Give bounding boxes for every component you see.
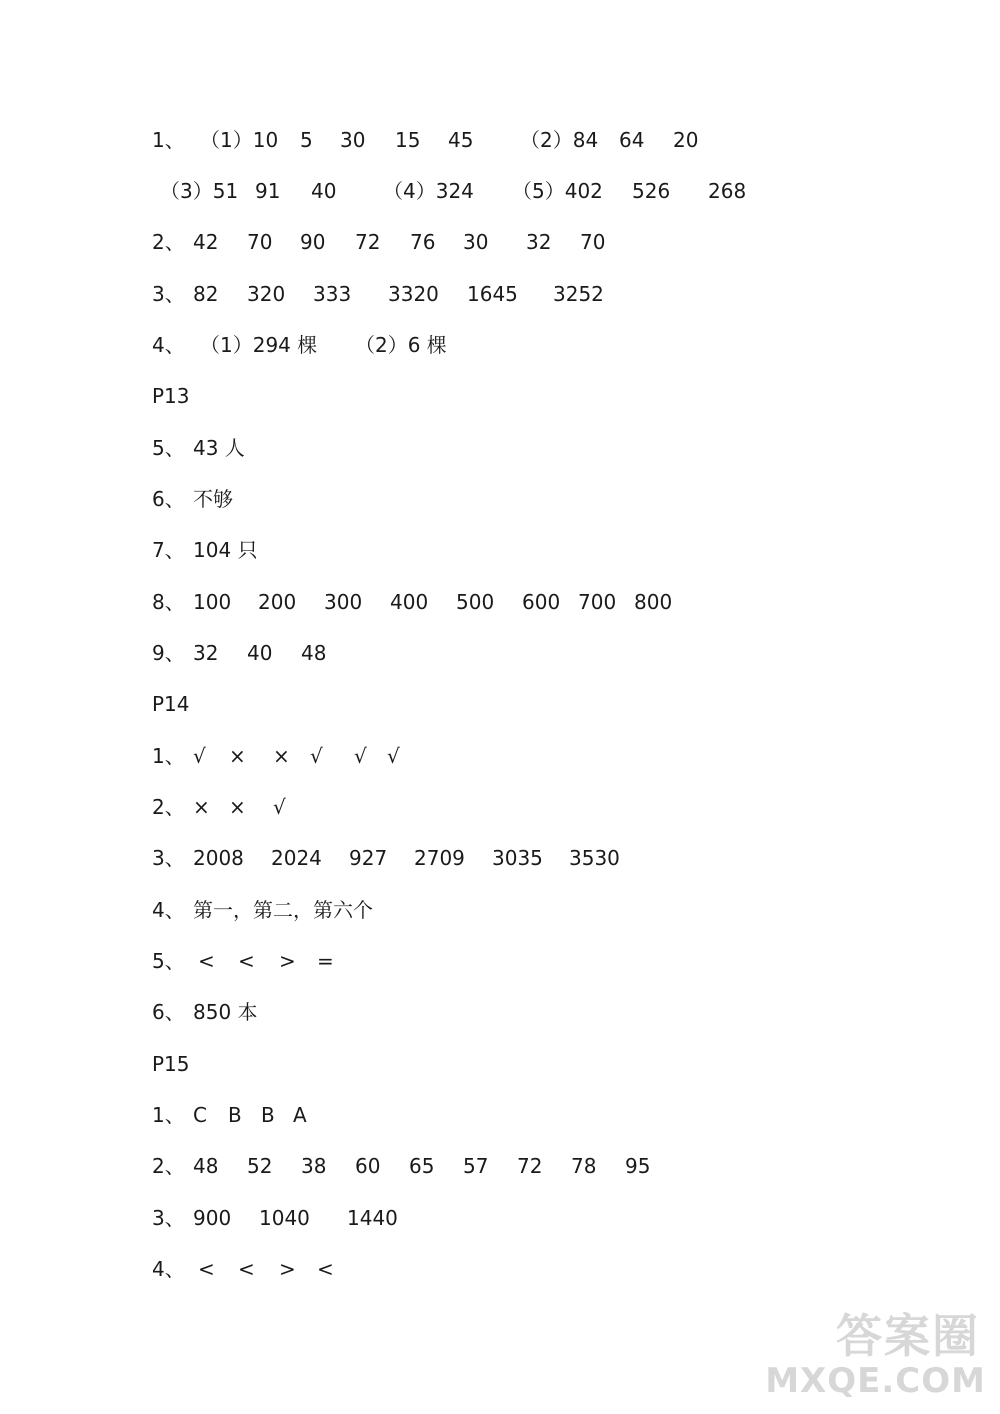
answer-value: （1）10 — [200, 128, 279, 152]
answer-line — [152, 741, 912, 771]
answer-value: 700 — [578, 590, 617, 614]
question-number: 2、 — [152, 795, 185, 819]
answer-value: 200 — [258, 590, 297, 614]
answer-value: 3035 — [492, 846, 543, 870]
answer-value: < — [198, 949, 215, 973]
page-label: P14 — [152, 692, 190, 716]
question-number: 5、 — [152, 436, 185, 460]
answer-value: 333 — [313, 282, 352, 306]
answer-value: 1645 — [467, 282, 518, 306]
answer-value: < — [317, 1257, 334, 1281]
answer-value: （2）6 棵 — [355, 333, 447, 357]
answer-value: 400 — [390, 590, 429, 614]
answer-value: 1440 — [347, 1206, 398, 1230]
answer-value: 800 — [634, 590, 673, 614]
question-number: 6、 — [152, 1000, 185, 1024]
question-number: 1、 — [152, 1103, 185, 1127]
answer-value: 72 — [355, 230, 381, 254]
question-number: 2、 — [152, 1154, 185, 1178]
answer-value: 95 — [625, 1154, 651, 1178]
answer-value: B — [261, 1103, 275, 1127]
answer-value: × — [273, 744, 290, 768]
answer-line — [152, 1203, 912, 1233]
page-heading — [152, 1049, 912, 1079]
answer-value: > — [279, 949, 296, 973]
answer-value: 52 — [247, 1154, 273, 1178]
answer-value: × — [193, 795, 210, 819]
question-number: 1、 — [152, 744, 185, 768]
answer-value: 65 — [409, 1154, 435, 1178]
answer-value: 900 — [193, 1206, 232, 1230]
answer-value: 82 — [193, 282, 219, 306]
answer-value: 45 — [448, 128, 474, 152]
answer-value: 320 — [247, 282, 286, 306]
answer-value: √ — [193, 744, 206, 768]
answer-value: 64 — [619, 128, 645, 152]
answer-value: 第一，第二，第六个 — [193, 898, 373, 922]
question-number: 8、 — [152, 590, 185, 614]
answer-value: = — [317, 949, 334, 973]
answer-value: < — [198, 1257, 215, 1281]
answer-value: 268 — [708, 179, 747, 203]
answer-value: 48 — [301, 641, 327, 665]
answer-value: 20 — [673, 128, 699, 152]
answer-value: 1040 — [259, 1206, 310, 1230]
answer-value: 38 — [301, 1154, 327, 1178]
answer-value: 40 — [311, 179, 337, 203]
answer-value: 32 — [526, 230, 552, 254]
answer-value: 76 — [410, 230, 436, 254]
question-number: 6、 — [152, 487, 185, 511]
answer-value: 104 只 — [193, 538, 258, 562]
answer-line — [152, 843, 912, 873]
question-number: 4、 — [152, 898, 185, 922]
answer-value: （2）84 — [520, 128, 599, 152]
answer-value: < — [238, 949, 255, 973]
answer-line — [152, 1100, 912, 1130]
question-number: 4、 — [152, 333, 185, 357]
answer-value: 57 — [463, 1154, 489, 1178]
answer-value: 2008 — [193, 846, 244, 870]
answer-value: × — [229, 795, 246, 819]
answer-line — [152, 946, 912, 976]
watermark-logo — [754, 1310, 986, 1400]
answer-line — [152, 433, 912, 463]
answer-value: 72 — [517, 1154, 543, 1178]
answer-value: 43 人 — [193, 436, 245, 460]
answer-line — [152, 125, 912, 155]
answer-value: 不够 — [193, 487, 233, 511]
page-label: P15 — [152, 1052, 190, 1076]
answer-line — [152, 176, 912, 206]
answer-value: 32 — [193, 641, 219, 665]
answer-value: √ — [310, 744, 323, 768]
answer-value: 30 — [340, 128, 366, 152]
answer-line — [152, 279, 912, 309]
question-number: 1、 — [152, 128, 185, 152]
answer-value: （3）51 — [160, 179, 239, 203]
answer-line — [152, 227, 912, 257]
answer-value: √ — [354, 744, 367, 768]
answer-value: √ — [273, 795, 286, 819]
answer-line — [152, 535, 912, 565]
answer-value: （5）402 — [512, 179, 603, 203]
answer-value: （1）294 棵 — [200, 333, 318, 357]
answer-line — [152, 895, 912, 925]
answer-value: 2709 — [414, 846, 465, 870]
answer-value: 927 — [349, 846, 388, 870]
answer-value: C — [193, 1103, 207, 1127]
answer-value: 3320 — [388, 282, 439, 306]
answer-value: > — [279, 1257, 296, 1281]
answer-value: B — [228, 1103, 242, 1127]
answer-value: （4）324 — [383, 179, 474, 203]
page-label: P13 — [152, 384, 190, 408]
question-number: 2、 — [152, 230, 185, 254]
watermark-url: MXQE.COM — [765, 1361, 986, 1401]
question-number: 3、 — [152, 846, 185, 870]
answer-value: 30 — [463, 230, 489, 254]
answer-value: 600 — [522, 590, 561, 614]
answer-value: 526 — [632, 179, 671, 203]
question-number: 3、 — [152, 282, 185, 306]
answer-value: 5 — [300, 128, 313, 152]
answer-value: A — [293, 1103, 307, 1127]
question-number: 7、 — [152, 538, 185, 562]
answer-value: 78 — [571, 1154, 597, 1178]
question-number: 4、 — [152, 1257, 185, 1281]
answer-value: 2024 — [271, 846, 322, 870]
answer-value: 3252 — [553, 282, 604, 306]
answer-value: 40 — [247, 641, 273, 665]
watermark-text: 答案圈 — [836, 1309, 980, 1363]
answer-value: 15 — [395, 128, 421, 152]
answer-value: 100 — [193, 590, 232, 614]
answer-line — [152, 1254, 912, 1284]
question-number: 3、 — [152, 1206, 185, 1230]
answer-value: 48 — [193, 1154, 219, 1178]
answer-line — [152, 330, 912, 360]
answer-value: 500 — [456, 590, 495, 614]
answer-value: 70 — [580, 230, 606, 254]
answer-line — [152, 484, 912, 514]
page-heading — [152, 381, 912, 411]
question-number: 9、 — [152, 641, 185, 665]
answer-line — [152, 1151, 912, 1181]
answer-value: √ — [387, 744, 400, 768]
answer-line — [152, 587, 912, 617]
answer-value: × — [229, 744, 246, 768]
answer-line — [152, 792, 912, 822]
answer-value: 90 — [300, 230, 326, 254]
answer-value: 91 — [255, 179, 281, 203]
answer-line — [152, 997, 912, 1027]
question-number: 5、 — [152, 949, 185, 973]
answer-value: < — [238, 1257, 255, 1281]
page-heading — [152, 689, 912, 719]
answer-value: 850 本 — [193, 1000, 258, 1024]
answer-value: 3530 — [569, 846, 620, 870]
answer-value: 70 — [247, 230, 273, 254]
answer-line — [152, 638, 912, 668]
answer-value: 42 — [193, 230, 219, 254]
answer-value: 60 — [355, 1154, 381, 1178]
answer-value: 300 — [324, 590, 363, 614]
